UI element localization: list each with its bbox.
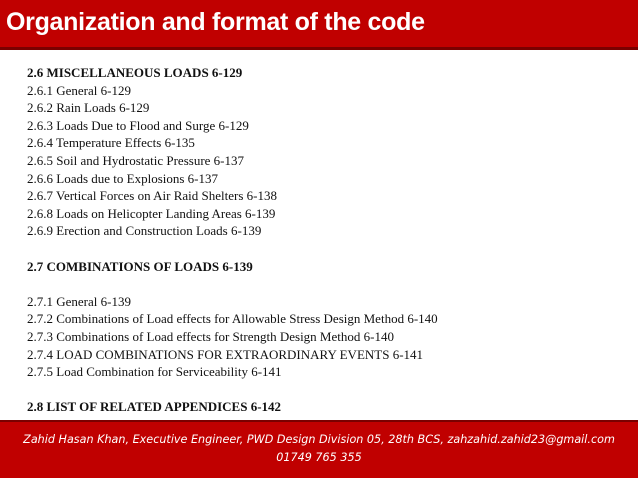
toc-item: 2.6.2 Rain Loads 6-129 (27, 100, 150, 116)
toc-item: 2.7.1 General 6-139 (27, 293, 131, 309)
section-heading-2-7: 2.7 COMBINATIONS OF LOADS 6-139 (27, 258, 253, 274)
section-heading-2-8: 2.8 LIST OF RELATED APPENDICES 6-142 (27, 399, 282, 415)
toc-item: 2.7.3 Combinations of Load effects for Strength Design Method 6-140 (27, 328, 394, 344)
footer-author-line: Zahid Hasan Khan, Executive Engineer, PWD Design Division 05, 28th BCS, zahzahid.zahid23@gmail.com (23, 433, 615, 446)
spacer (27, 381, 627, 399)
toc-item: 2.6.4 Temperature Effects 6-135 (27, 135, 195, 151)
spacer (27, 275, 627, 293)
toc-item: 2.7.2 Combinations of Load effects for Allowable Stress Design Method 6-140 (27, 311, 438, 327)
section-heading-2-6: 2.6 MISCELLANEOUS LOADS 6-129 (27, 65, 243, 80)
footer-bar (0, 420, 638, 478)
footer-phone-line: 01749 765 355 (276, 451, 362, 464)
toc-item: 2.6.5 Soil and Hydrostatic Pressure 6-137 (27, 152, 245, 168)
spacer (27, 240, 627, 258)
toc-item: 2.7.4 LOAD COMBINATIONS FOR EXTRAORDINARY EVENTS 6-141 (27, 346, 424, 362)
slide-title: Organization and format of the code (6, 8, 425, 36)
toc-item: 2.6.9 Erection and Construction Loads 6-139 (27, 223, 262, 239)
toc-item: 2.6.6 Loads due to Explosions 6-137 (27, 170, 219, 186)
toc-item: 2.6.3 Loads Due to Flood and Surge 6-129 (27, 117, 249, 133)
toc-item: 2.7.5 Load Combination for Serviceability 6-141 (27, 364, 282, 380)
toc-content (27, 64, 627, 416)
toc-item: 2.6.8 Loads on Helicopter Landing Areas 6-139 (27, 205, 276, 221)
toc-item: 2.6.7 Vertical Forces on Air Raid Shelters 6-138 (27, 188, 277, 204)
toc-item: 2.6.1 General 6-129 (27, 82, 131, 98)
title-bar (0, 0, 638, 50)
